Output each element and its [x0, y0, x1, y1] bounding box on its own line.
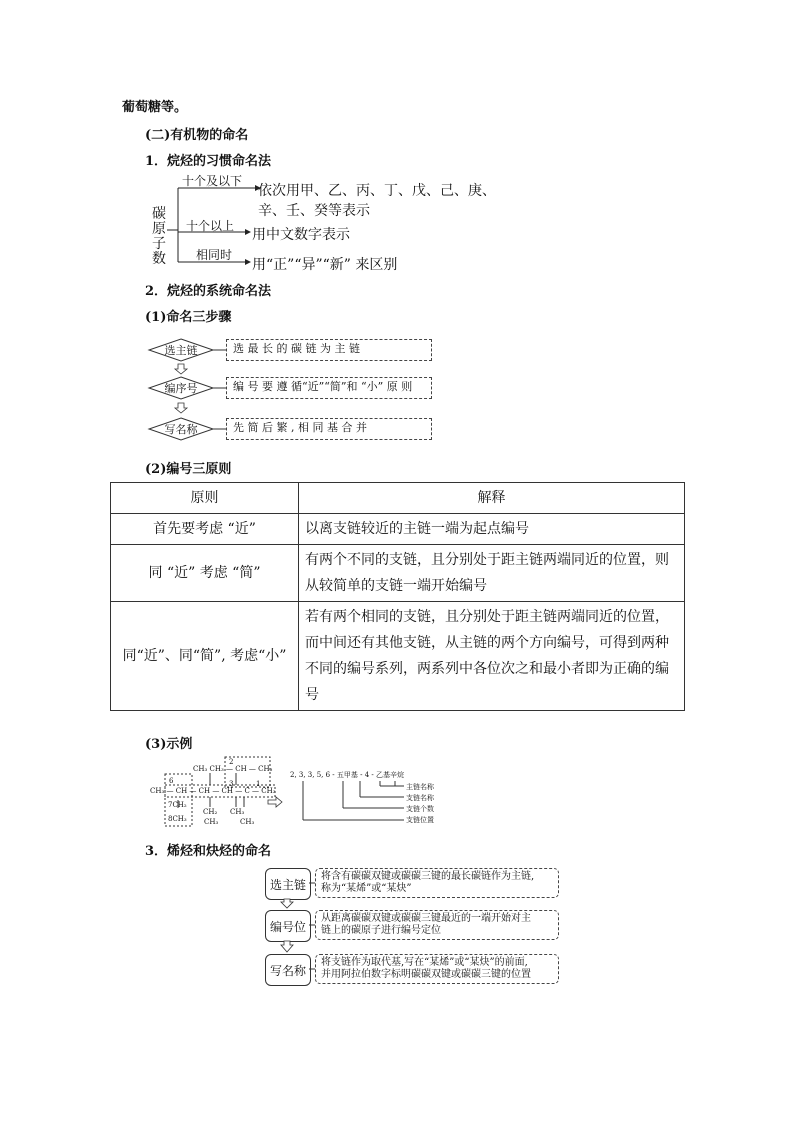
step-name-1: 选主链 — [164, 344, 198, 357]
struct-below-3: CH₃ — [230, 808, 245, 816]
rule-explain-2: 有两个不同的支链，且分别处于距主链两端同近的位置，则从较简单的支链一端开始编号 — [299, 545, 685, 602]
rule-principle-2: 同 “近” 考虑 “简” — [111, 545, 299, 602]
struct-c8: 8CH₃ — [168, 815, 187, 823]
alkene-step-2: 编号位 — [265, 910, 311, 942]
struct-row2: CH₃ — CH — CH — CH — C — CH₃ — [150, 787, 276, 795]
branch-cond-2: 十个以上 — [186, 219, 235, 233]
rule-explain-1: 以离支链较近的主链一端为起点编号 — [299, 514, 685, 545]
branch-cond-3: 相同时 — [196, 248, 233, 262]
alkene-desc-3 — [315, 954, 559, 984]
example-title: (3)示例 — [145, 737, 193, 752]
label-branch-count: 支链个数 — [406, 805, 434, 813]
branch-cond-1: 十个及以下 — [182, 174, 243, 188]
step-desc-3: 先 简 后 繁 , 相 同 基 合 并 — [226, 418, 432, 440]
struct-row1: CH₃ CH₃ — CH — CH₃ — [193, 765, 273, 773]
header-principle: 原则 — [111, 483, 299, 514]
root-char-3: 子 — [152, 236, 166, 252]
branch-result-1: 依次用甲、乙、丙、丁、戊、己、庚、 — [258, 183, 496, 199]
struct-c7: 7CH₂ — [168, 801, 187, 809]
step-name-3: 写名称 — [164, 423, 198, 436]
alkene-desc-2-line1: 从距离碳碳双键或碳碳三键最近的一端开始对主 — [321, 913, 531, 924]
label-branch-pos: 支链位置 — [406, 816, 434, 824]
alkene-desc-2 — [315, 910, 559, 940]
intro-fragment: 葡萄糖等。 — [122, 100, 188, 115]
alkene-step-1: 选主链 — [265, 868, 311, 900]
section2-title: (二)有机物的命名 — [145, 128, 249, 143]
systematic-title: 2．烷烃的系统命名法 — [145, 284, 272, 299]
rule-principle-1: 首先要考虑 “近” — [111, 514, 299, 545]
rules-title: (2)编号三原则 — [145, 462, 232, 477]
alkene-desc-2-line2: 链上的碳原子进行编号定位 — [321, 925, 441, 936]
struct-c6: 6 — [169, 777, 174, 785]
habitual-title: 1．烷烃的习惯命名法 — [145, 154, 272, 169]
example-name: 2, 3, 3, 5, 6 - 五甲基 - 4 - 乙基辛烷 — [290, 771, 404, 779]
struct-below-1: CH₂ — [203, 808, 218, 816]
struct-c1: 1 — [256, 780, 261, 788]
step-desc-2: 编 号 要 遵 循“近”“简”和 “小” 原 则 — [226, 377, 432, 399]
step-name-2: 编序号 — [164, 382, 198, 395]
alkene-desc-3-line2: 并用阿拉伯数字标明碳碳双键或碳碳三键的位置 — [321, 969, 531, 980]
alkene-desc-3-line1: 将支链作为取代基,写在“某烯”或“某炔”的前面, — [321, 957, 528, 968]
root-char-4: 数 — [152, 251, 166, 267]
struct-c2: 2 — [229, 758, 234, 766]
alkene-desc-1 — [315, 868, 559, 898]
step-desc-1: 选 最 长 的 碳 链 为 主 链 — [226, 339, 432, 361]
branch-result-1b: 辛、壬、癸等表示 — [258, 203, 370, 219]
alkene-title: 3．烯烃和炔烃的命名 — [145, 844, 272, 859]
steps-title: (1)命名三步骤 — [145, 310, 232, 325]
label-main-chain: 主链名称 — [406, 783, 434, 791]
branch-result-2: 用中文数字表示 — [252, 227, 350, 243]
root-char-2: 原 — [152, 221, 166, 237]
header-explain: 解释 — [299, 483, 685, 514]
alkene-step-3: 写名称 — [265, 954, 311, 986]
rule-principle-3: 同“近”、同“简”, 考虑“小” — [111, 602, 299, 711]
label-branch-name: 支链名称 — [406, 794, 434, 802]
alkene-desc-1-line2: 称为“某烯”或“某炔” — [321, 883, 412, 894]
root-char-1: 碳 — [152, 206, 166, 222]
rule-explain-3: 若有两个相同的支链，且分别处于距主链两端同近的位置，而中间还有其他支链，从主链的两个方向编号，可得到两种不同的编号系列，两系列中各位次之和最小者即为正确的编号 — [299, 602, 685, 711]
branch-result-3: 用“正”“异”“新” 来区别 — [252, 257, 398, 273]
alkene-desc-1-line1: 将含有碳碳双键或碳碳三键的最长碳链作为主链, — [321, 871, 535, 882]
struct-c3: 3 — [229, 780, 234, 788]
struct-below-2: CH₃ — [204, 818, 219, 826]
struct-below-4: CH₃ — [240, 818, 255, 826]
